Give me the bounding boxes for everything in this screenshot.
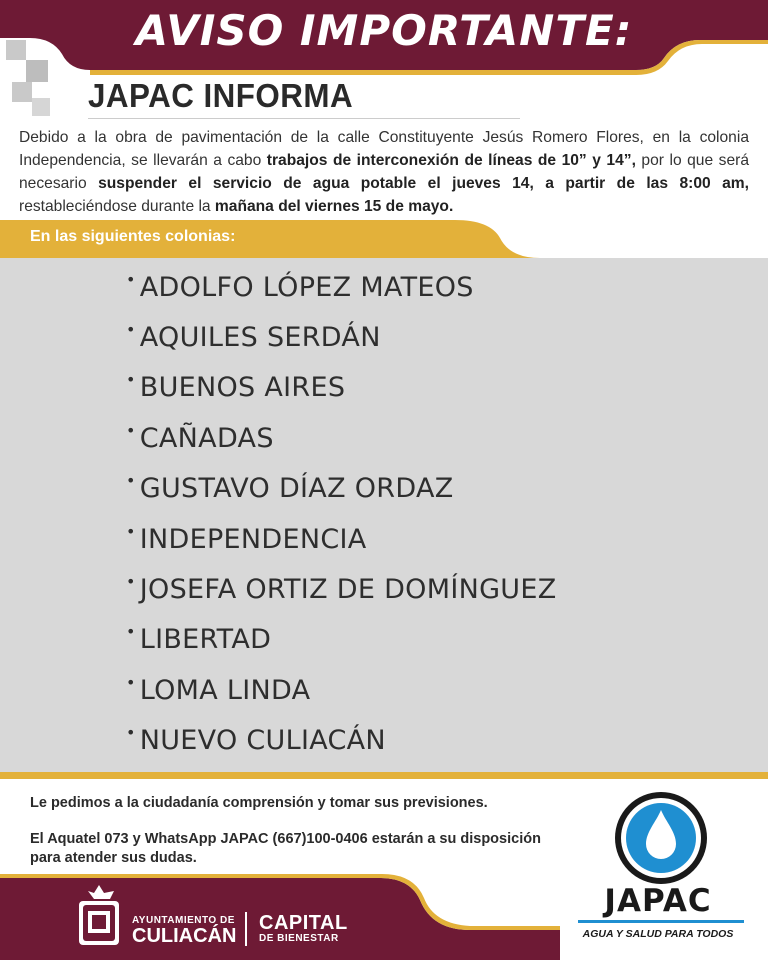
contact-text-2: y xyxy=(128,831,145,847)
gov-line-2: CULIACÁN xyxy=(132,925,237,947)
bullet-icon: • xyxy=(126,622,136,642)
gold-divider xyxy=(0,772,768,779)
colonia-name: JOSEFA ORTIZ DE DOMÍNGUEZ xyxy=(139,574,557,606)
capital-line-2: DE BIENESTAR xyxy=(259,933,339,944)
bullet-icon: • xyxy=(126,471,136,491)
colonia-item xyxy=(126,564,557,614)
intro-paragraph xyxy=(19,126,749,218)
bullet-icon: • xyxy=(126,269,136,289)
water-drop-icon xyxy=(576,790,746,950)
intro-bold-1: trabajos de interconexión de líneas de 10” y 14”, xyxy=(266,152,636,169)
colonia-item xyxy=(126,464,557,514)
colonia-name: ADOLFO LÓPEZ MATEOS xyxy=(139,271,474,303)
decorative-squares xyxy=(6,40,56,120)
colonia-item xyxy=(126,363,557,413)
colonia-item xyxy=(126,716,557,766)
japac-tagline: AGUA Y SALUD PARA TODOS xyxy=(582,928,734,940)
footer-contact xyxy=(30,830,570,868)
top-banner xyxy=(0,0,768,80)
contact-text-1: El xyxy=(30,831,48,847)
japac-wordmark: JAPAC xyxy=(604,883,712,919)
colonia-name: LOMA LINDA xyxy=(139,674,311,706)
intro-text-1: Debido a la obra de pavimentación de la calle Constituyente Jesús Romero Flores, en la colonia Independencia, se llevarán a cabo xyxy=(19,129,749,169)
aquatel-number: Aquatel 073 xyxy=(47,831,129,847)
gov-line-1: AYUNTAMIENTO DE xyxy=(132,915,235,926)
intro-text-2: por lo que será necesario xyxy=(19,152,750,192)
subtitle: JAPAC INFORMA xyxy=(88,77,354,114)
bullet-icon: • xyxy=(126,521,136,541)
capital-line-1: CAPITAL xyxy=(259,912,348,934)
bullet-icon: • xyxy=(126,420,136,440)
banner-title: AVISO IMPORTANTE: xyxy=(135,6,633,55)
whatsapp-number: WhatsApp JAPAC (667)100-0406 xyxy=(144,831,368,847)
colonia-item xyxy=(126,413,557,463)
bullet-icon: • xyxy=(126,672,136,692)
culiacan-coat-of-arms-icon xyxy=(76,885,122,951)
bullet-icon: • xyxy=(126,572,136,592)
colonias-list xyxy=(126,262,557,766)
colonia-item xyxy=(126,514,557,564)
intro-text-3: restableciéndose durante la xyxy=(19,198,215,215)
colonia-name: INDEPENDENCIA xyxy=(139,523,367,555)
colonia-name: BUENOS AIRES xyxy=(139,372,346,404)
colonia-name: GUSTAVO DÍAZ ORDAZ xyxy=(139,473,454,505)
section-label: En las siguientes colonias: xyxy=(30,228,236,245)
bullet-icon: • xyxy=(126,370,136,390)
contact-text-3: estarán a su disposición para atender sus dudas. xyxy=(30,831,541,866)
gov-divider xyxy=(245,912,247,946)
colonia-name: LIBERTAD xyxy=(139,624,272,656)
footer-message: Le pedimos a la ciudadanía comprensión y tomar sus previsiones. xyxy=(30,795,488,811)
bullet-icon: • xyxy=(126,320,136,340)
colonia-item xyxy=(126,665,557,715)
colonia-name: AQUILES SERDÁN xyxy=(139,322,381,354)
subtitle-divider xyxy=(88,118,520,119)
colonia-item xyxy=(126,312,557,362)
capital-slogan xyxy=(259,913,348,944)
gov-name xyxy=(132,915,236,946)
intro-bold-3: mañana del viernes 15 de mayo. xyxy=(214,198,454,215)
colonia-item xyxy=(126,262,557,312)
colonia-item xyxy=(126,615,557,665)
colonia-name: NUEVO CULIACÁN xyxy=(139,725,386,757)
colonia-name: CAÑADAS xyxy=(139,422,274,454)
intro-bold-2: suspender el servicio de agua potable el jueves 14, a partir de las 8:00 am, xyxy=(98,175,749,192)
bullet-icon: • xyxy=(126,723,136,743)
